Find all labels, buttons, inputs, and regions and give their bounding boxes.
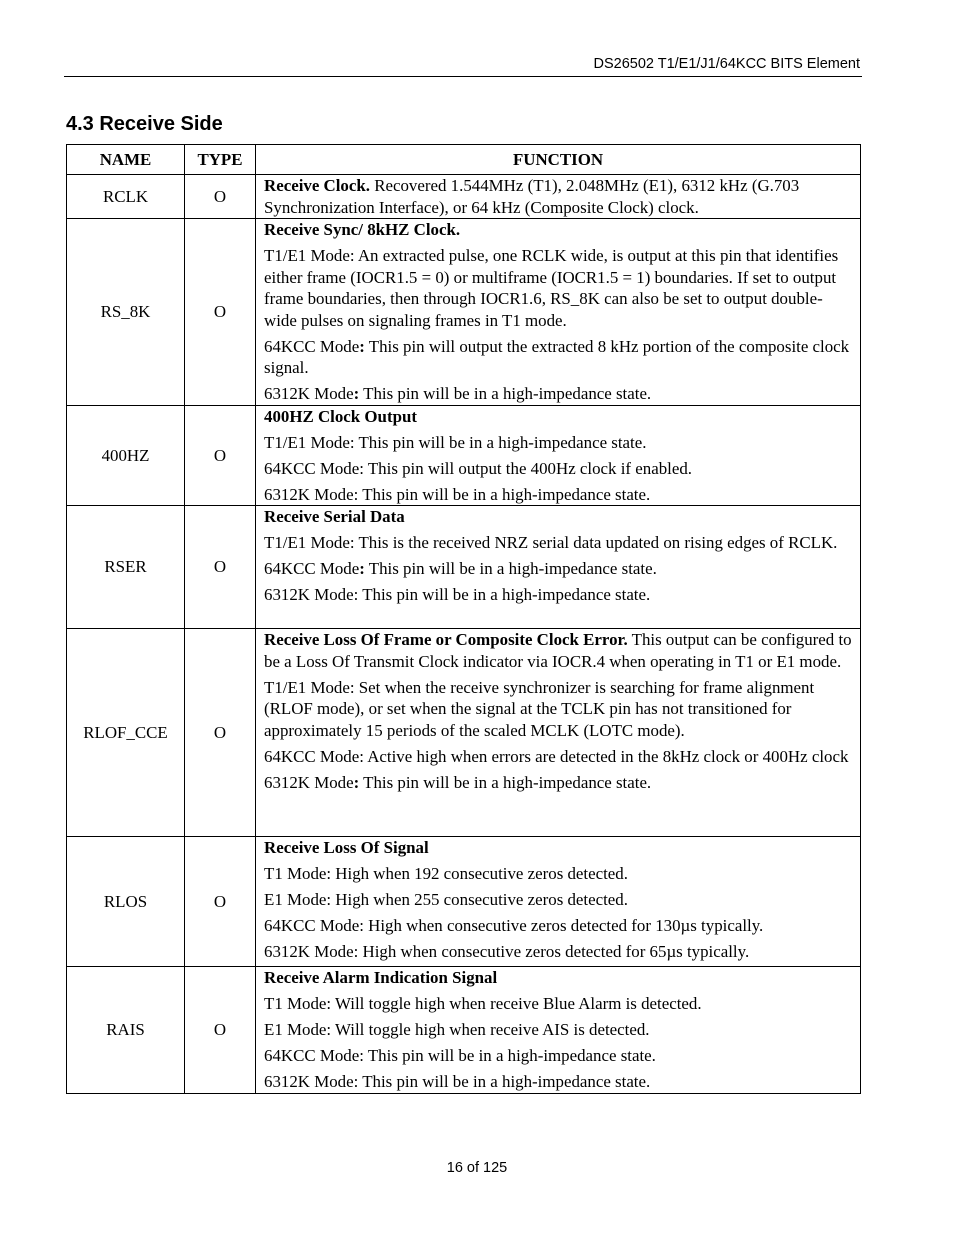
function-paragraph (264, 558, 854, 580)
pin-name: 400HZ (67, 405, 185, 506)
pin-function (256, 405, 861, 506)
document-header: DS26502 T1/E1/J1/64KCC BITS Element (593, 56, 860, 72)
function-text: 6312K Mode: This pin will be in a high-impedance state. (264, 585, 651, 604)
page-number: 16 of 125 (446, 1160, 508, 1176)
function-paragraph (264, 1071, 854, 1093)
function-text: T1/E1 Mode: Set when the receive synchronizer is searching for frame alignment (RLOF mode), or set when the signal at the TCLK pin has not transitioned for approximately 15 periods of the scaled MCLK (LOTC mode). (264, 677, 815, 740)
function-paragraph (264, 915, 854, 937)
function-paragraph (264, 506, 854, 528)
pin-description-table (66, 144, 861, 1094)
function-paragraph (264, 584, 854, 606)
function-heading: Receive Loss Of Signal (264, 838, 429, 857)
table-row (67, 506, 861, 629)
table-body (67, 175, 861, 1094)
function-text: 64KCC Mode: Active high when errors are detected in the 8kHz clock or 400Hz clock (264, 746, 849, 766)
function-paragraph (264, 993, 854, 1015)
function-paragraph (264, 863, 854, 885)
table-row (67, 405, 861, 506)
function-emphasis: : (359, 559, 365, 578)
column-header-function: FUNCTION (256, 145, 861, 175)
pin-type: O (185, 506, 256, 629)
function-paragraph (264, 532, 854, 554)
pin-name: RSER (67, 506, 185, 629)
function-paragraph (264, 1019, 854, 1041)
pin-function (256, 629, 861, 837)
function-text: E1 Mode: Will toggle high when receive AIS is detected. (264, 1020, 650, 1039)
function-text: 6312K Mode (264, 384, 354, 403)
function-text: This pin will be in a high-impedance state. (359, 384, 652, 403)
pin-name: RCLK (67, 175, 185, 219)
function-paragraph (264, 967, 854, 989)
function-text: 64KCC Mode (264, 336, 360, 356)
function-text: This output can be configured to be a Loss Of Transmit Clock indicator via IOCR.4 when operating in T1 or E1 mode. (264, 630, 852, 671)
pin-name: RLOF_CCE (67, 629, 185, 837)
function-text: T1/E1 Mode: This is the received NRZ serial data updated on rising edges of RCLK. (264, 533, 838, 552)
pin-function (256, 506, 861, 629)
table-row (67, 175, 861, 219)
column-header-type: TYPE (185, 145, 256, 175)
function-heading: Receive Serial Data (264, 507, 405, 526)
section-title: 4.3 Receive Side (66, 113, 223, 135)
function-paragraph (264, 432, 854, 454)
function-paragraph (264, 837, 854, 859)
function-paragraph (264, 677, 854, 742)
pin-type: O (185, 175, 256, 219)
pin-function (256, 219, 861, 406)
pin-name: RS_8K (67, 219, 185, 406)
function-text: T1 Mode: Will toggle high when receive Blue Alarm is detected. (264, 994, 702, 1013)
header-divider (64, 76, 862, 77)
function-paragraph (264, 336, 854, 379)
pin-function (256, 967, 861, 1094)
function-text: 6312K Mode: High when consecutive zeros detected for 65µs typically. (264, 942, 750, 961)
function-heading: Receive Loss Of Frame or Composite Clock Error. (264, 630, 628, 649)
function-paragraph (264, 245, 854, 331)
pin-name: RLOS (67, 837, 185, 967)
function-paragraph (264, 458, 854, 480)
function-text: T1 Mode: High when 192 consecutive zeros detected. (264, 864, 628, 883)
function-paragraph (264, 175, 854, 218)
pin-type: O (185, 629, 256, 837)
table-row (67, 629, 861, 837)
function-paragraph (264, 889, 854, 911)
function-paragraph (264, 219, 854, 241)
function-heading: 400HZ Clock Output (264, 406, 417, 426)
pin-type: O (185, 967, 256, 1094)
function-paragraph (264, 406, 854, 428)
function-heading: Receive Clock. (264, 176, 370, 195)
table-header-row (67, 145, 861, 175)
function-text: 64KCC Mode: This pin will be in a high-impedance state. (264, 1046, 656, 1065)
function-text: This pin will output the extracted 8 kHz portion of the composite clock signal. (264, 336, 850, 377)
function-paragraph (264, 772, 854, 794)
function-text: T1/E1 Mode: This pin will be in a high-impedance state. (264, 432, 647, 452)
pin-function (256, 837, 861, 967)
table-row (67, 967, 861, 1094)
function-text: T1/E1 Mode: An extracted pulse, one RCLK wide, is output at this pin that identifies either frame (IOCR1.5 = 0) or multiframe (IOCR1.5 = 1) boundaries. If set to output frame boundaries, then through IOCR1.6, RS_8K can also be set to output double-wide pulses on signaling frames in T1 mode. (264, 246, 839, 330)
function-paragraph (264, 484, 854, 506)
function-paragraph (264, 746, 854, 768)
function-paragraph (264, 629, 854, 672)
pin-name: RAIS (67, 967, 185, 1094)
function-paragraph (264, 383, 854, 405)
table-row (67, 219, 861, 406)
function-text: 64KCC Mode (264, 559, 360, 578)
function-text: 6312K Mode: This pin will be in a high-impedance state. (264, 1072, 651, 1091)
table-row (67, 837, 861, 967)
column-header-name: NAME (67, 145, 185, 175)
function-emphasis: : (359, 336, 365, 356)
function-text: Recovered 1.544MHz (T1), 2.048MHz (E1), 6312 kHz (G.703 Synchronization Interface), or 64 kHz (Composite Clock) clock. (264, 176, 800, 217)
function-text: 6312K Mode (264, 772, 354, 792)
function-text: 64KCC Mode: This pin will output the 400Hz clock if enabled. (264, 458, 692, 478)
function-paragraph (264, 941, 854, 963)
pin-function (256, 175, 861, 219)
function-text: 6312K Mode: This pin will be in a high-impedance state. (264, 484, 651, 504)
pin-type: O (185, 219, 256, 406)
function-text: This pin will be in a high-impedance state. (364, 559, 657, 578)
function-heading: Receive Alarm Indication Signal (264, 968, 498, 987)
function-text: E1 Mode: High when 255 consecutive zeros detected. (264, 890, 628, 909)
function-text: 64KCC Mode: High when consecutive zeros detected for 130µs typically. (264, 916, 764, 935)
function-heading: Receive Sync/ 8kHZ Clock. (264, 220, 461, 239)
pin-type: O (185, 405, 256, 506)
function-text: This pin will be in a high-impedance state. (359, 772, 652, 792)
pin-type: O (185, 837, 256, 967)
function-emphasis: : (353, 772, 360, 792)
function-paragraph (264, 1045, 854, 1067)
function-emphasis: : (353, 384, 360, 403)
